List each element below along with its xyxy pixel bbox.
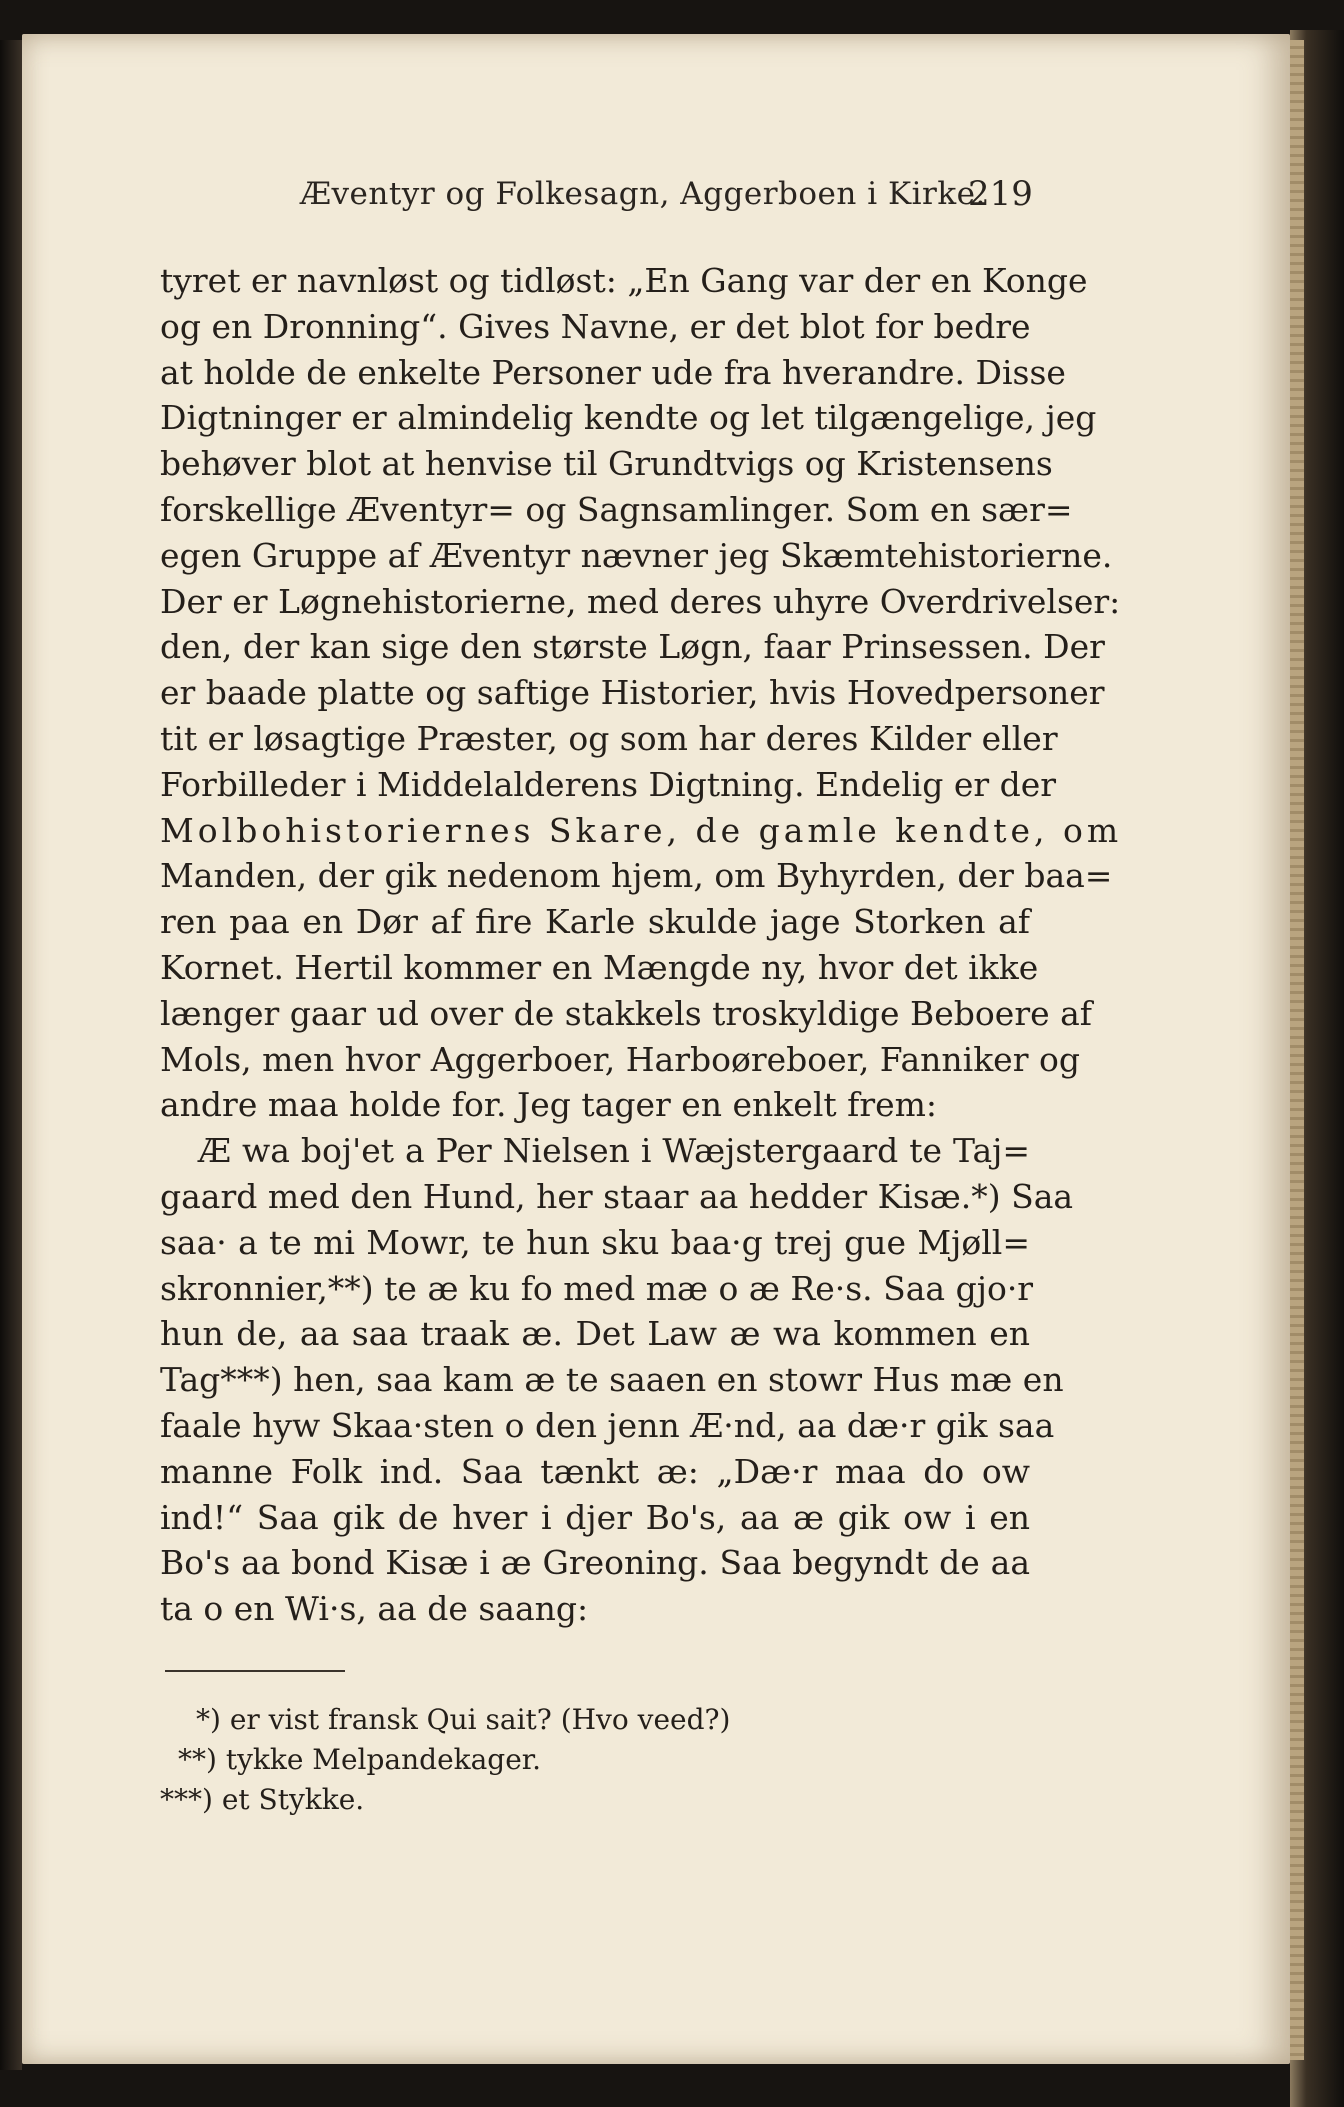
body-text <box>160 258 1123 1632</box>
text-line: gaard med den Hund, her staar aa hedder Kisæ.*) Saa <box>160 1176 1074 1216</box>
text-line: længer gaar ud over de stakkels troskyldige Beboere af <box>160 993 1093 1033</box>
page-number: 219 <box>968 174 1033 214</box>
text-line: Æ wa boj'et a Per Nielsen i Wæjstergaard te Taj= <box>198 1131 1030 1171</box>
text-line: skronnier,**) te æ ku fo med mæ o æ Re·s. Saa gjo·r <box>160 1268 1034 1308</box>
text-line: at holde de enkelte Personer ude fra hverandre. Disse <box>160 352 1066 392</box>
text-line: Molbohistoriernes Skare, de gamle kendte, om <box>160 810 1123 850</box>
text-line: saa· a te mi Mowr, te hun sku baa·g trej gue Mjøll= <box>160 1222 1030 1262</box>
text-line: ind!“ Saa gik de hver i djer Bo's, aa æ gik ow i en <box>160 1497 1030 1537</box>
text-line: ren paa en Dør af fire Karle skulde jage Storken af <box>160 902 1030 942</box>
text-line: egen Gruppe af Æventyr nævner jeg Skæmtehistorierne. <box>160 535 1113 575</box>
text-line: Manden, der gik nedenom hjem, om Byhyrden, der baa= <box>160 856 1113 896</box>
text-line: tyret er navnløst og tidløst: „En Gang var der en Konge <box>160 261 1088 300</box>
text-line: ta o en Wi·s, aa de saang: <box>160 1589 589 1629</box>
text-line: Kornet. Hertil kommer en Mængde ny, hvor det ikke <box>160 947 1039 987</box>
text-line: og en Dronning“. Gives Navne, er det blot for bedre <box>160 306 1031 346</box>
text-line: hun de, aa saa traak æ. Det Law æ wa kommen en <box>160 1314 1030 1354</box>
footnote: **) tykke Melpandekager. <box>178 1743 542 1776</box>
footnote-divider <box>165 1670 345 1672</box>
text-line: er baade platte og saftige Historier, hvis Hovedpersoner <box>160 673 1105 713</box>
footnotes <box>160 1700 860 1820</box>
text-line: Digtninger er almindelig kendte og let tilgængelige, jeg <box>160 398 1097 438</box>
text-line: behøver blot at henvise til Grundtvigs og Kristensens <box>160 444 1053 484</box>
text-line: manne Folk ind. Saa tænkt æ: „Dæ·r maa do ow <box>160 1451 1030 1491</box>
text-line: Tag***) hen, saa kam æ te saaen en stowr Hus mæ en <box>160 1360 1064 1400</box>
text-line: Bo's aa bond Kisæ i æ Greoning. Saa begyndt de aa <box>160 1543 1030 1583</box>
text-line: Forbilleder i Middelalderens Digtning. Endelig er der <box>160 764 1057 804</box>
text-line: tit er løsagtige Præster, og som har deres Kilder eller <box>160 718 1058 758</box>
page-stack-edge <box>1290 40 1304 2060</box>
text-line: faale hyw Skaa·sten o den jenn Æ·nd, aa dæ·r gik saa <box>160 1405 1055 1445</box>
text-line: Mols, men hvor Aggerboer, Harboøreboer, Fanniker og <box>160 1039 1080 1079</box>
text-line: den, der kan sige den største Løgn, faar Prinsessen. Der <box>160 627 1105 667</box>
text-line: Der er Løgnehistorierne, med deres uhyre Overdrivelser: <box>160 581 1121 621</box>
running-title: Æventyr og Folkesagn, Aggerboen i Kirke. <box>300 176 986 212</box>
footnote: *) er vist fransk Qui sait? (Hvo veed?) <box>196 1703 731 1736</box>
book-left-edge <box>0 40 22 2070</box>
text-line: andre maa holde for. Jeg tager en enkelt frem: <box>160 1085 938 1125</box>
footnote: ***) et Stykke. <box>160 1783 365 1816</box>
text-line: forskellige Æventyr= og Sagnsamlinger. Som en sær= <box>160 489 1073 529</box>
